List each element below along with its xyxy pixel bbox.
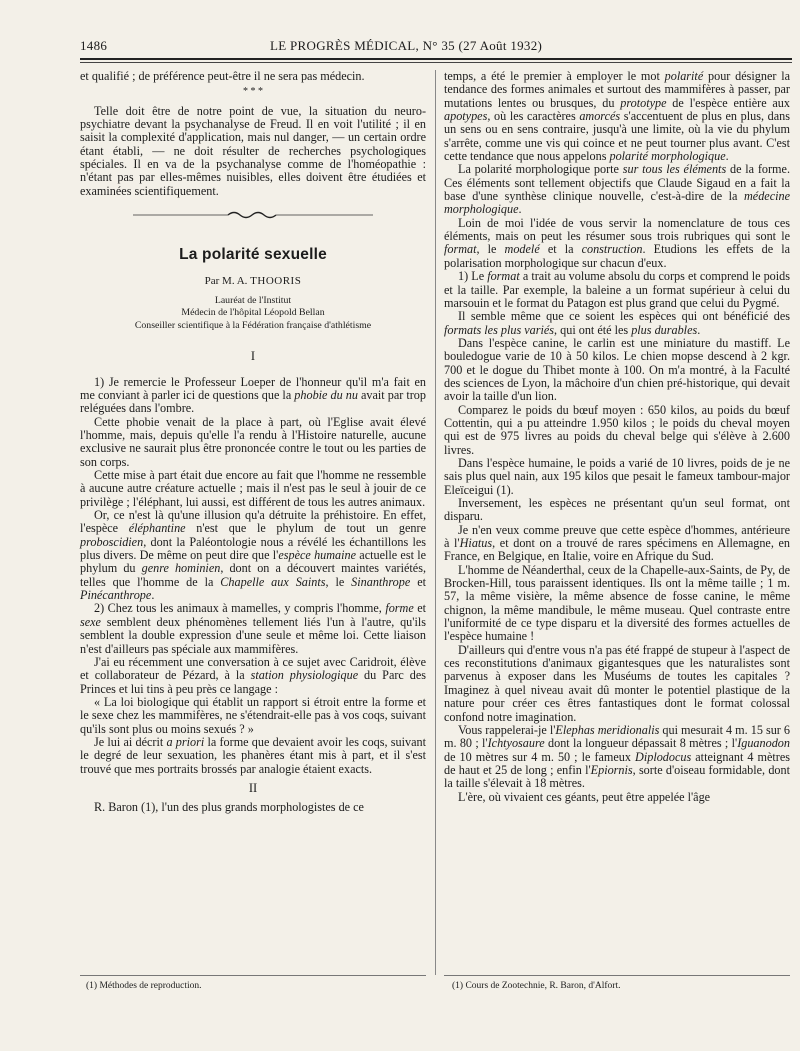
- byline: [80, 275, 426, 288]
- paragraph: L'homme de Néanderthal, ceux de la Chapelle-aux-Saints, de Py, de Brocken-Hill, tous paraissent identiques. Ils ont la même taille ; 1 m. 57, la même visière, la même absence de fosse canine, le même chignon, la même mandibule, le même museau. Quel contraste entre l'uniformité de ce type disparu et la diversité des formes actuelles de l'espèce humaine !: [444, 562, 790, 644]
- paragraph: Cette phobie venait de la place à part, où l'Eglise avait élevé l'homme, mais, depuis qu'elle l'a rendu à l'Histoire naturelle, aucune exclusive ne saurait plus être prononcée contre le tout ou les parties de son corps.: [80, 414, 426, 469]
- page-header: [80, 38, 792, 60]
- footnote-rule: [80, 975, 426, 976]
- paragraph: J'ai eu récemment une conversation à ce sujet avec Caridroit, élève et collaborateur de Pézard, à la station physiologique du Parc des Princes et lui tins à peu près ce langage :: [80, 654, 427, 696]
- column-divider: [435, 70, 436, 975]
- ornament-divider: [133, 210, 373, 220]
- paragraph: Comparez le poids du bœuf moyen : 650 kilos, au poids du bœuf Cottentin, qui a pu atteindre 1.950 kilos ; le poids du cheval moyen qui est de 975 livres au poids du cheval belge qui s'élève à 2.600 livres.: [444, 402, 790, 457]
- paragraph: temps, a été le premier à employer le mot polarité pour désigner la tendance des formes animales et surtout des mammifères à passer, par mutations lentes ou brusques, du prototype de l'espèce entière aux apotypes, où les caractères amorcés s'accentuent de plus en plus, dans un sens ou en sens contraire, jusqu'à une limite, où la vie du phylum s'arrête, comme une vis qui coince et ne peut tourner plus avant. C'est cette tendance que nous appelons polarité morphologique.: [444, 69, 790, 164]
- paragraph: Je lui ai décrit a priori la forme que devaient avoir les coqs, suivant le degré de leur sexuation, les phanères étant mis à part, et il s'est trouvé que mes portraits brossés par analogie étaient exacts.: [80, 734, 426, 776]
- paragraph: Loin de moi l'idée de vous servir la nomenclature de tous ces éléments, mais on peut les résumer sous trois rubriques qui sont le format, le modelé et la construction. Etudions les effets de la polarisation morphologique sur chacun d'eux.: [444, 215, 790, 270]
- footnote-rule: [444, 975, 790, 976]
- author-affiliation: Médecin de l'hôpital Léopold Bellan: [181, 307, 325, 319]
- paragraph: 1) Le format a trait au volume absolu du corps et comprend le poids et la taille. Par exemple, la baleine a un format supérieur à celui du marsouin et le format du Patagon est plus grand que celui du Pygmé.: [444, 269, 790, 310]
- paragraph: Vous rappelerai-je l'Elephas meridionalis qui mesurait 4 m. 15 sur 6 m. 80 ; l'Ichtyosaure dont la longueur dépassait 8 mètres ; l'Iguanodon de 10 mètres sur 4 m. 50 ; le fameux Diplodocus atteignant 4 mètres de haut et 25 de long ; enfin l'Epiornis, sorte d'oiseau formidable, dont la taille s'élevait à 18 mètres.: [444, 722, 791, 791]
- paragraph: La polarité morphologique porte sur tous les éléments de la forme. Ces éléments sont tellement objectifs que Claude Sigaud en a fait la base d'une synthèse clinique nouvelle, c'est-à-dire de la médecine morphologique.: [444, 162, 790, 217]
- paragraph: Or, ce n'est là qu'une illusion qu'a détruite la préhistoire. En effet, l'espèce éléphantine n'est que le phylum de tout un genre proboscidien, dont la Paléontologie nous a révélé les échantillons les plus divers. De même on peut dire que l'espèce humaine actuelle est le phylum du genre hominien, dont on a découvert maintes variétés, telles que l'homme de la Chapelle aux Saints, le Sinanthrope et Pinécanthrope.: [80, 508, 426, 603]
- paragraph: et qualifié ; de préférence peut-être il ne sera pas médecin.: [80, 69, 365, 83]
- header-rule-thin: [80, 62, 792, 63]
- author-name: THOORIS: [250, 275, 302, 288]
- running-title: LE PROGRÈS MÉDICAL, N° 35 (27 Août 1932): [270, 38, 543, 53]
- paragraph: L'ère, où vivaient ces géants, peut être appelée l'âge: [458, 789, 711, 804]
- article-title: La polarité sexuelle: [179, 246, 327, 264]
- paragraph: 1) Je remercie le Professeur Loeper de l'honneur qu'il m'a fait en me conviant à parler ici de questions que la phobie du nu avait par trop reléguées dans l'ombre.: [80, 374, 426, 416]
- paragraph: Telle doit être de notre point de vue, la situation du neuro-psychiatre devant la psychanalyse de Freud. Il en voit l'utilité ; il en saisit la complexité d'application, mais nul danger, — un certain ordre étant établi, — ne doit résulter de recherches psychologiques spéciales. Il en va de la psychanalyse comme de l'homéopathie : n'étant pas par elles-mêmes nuisibles, elles doivent être étudiées et examinées scientifiquement.: [80, 103, 426, 198]
- author-affiliation: Lauréat de l'Institut: [214, 294, 292, 306]
- paragraph: Inversement, les espèces ne présentant qu'un seul format, ont disparu.: [444, 496, 790, 524]
- paragraph: « La loi biologique qui établit un rapport si étroit entre la forme et le sexe chez les mammifères, ne s'étendrait-elle pas à vos coqs, suivant qu'ils sont plus ou moins sexués ? »: [80, 694, 426, 736]
- footnote: (1) Méthodes de reproduction.: [86, 981, 202, 991]
- section-number: II: [248, 780, 258, 795]
- paragraph: Je n'en veux comme preuve que cette espèce d'hommes, antérieure à l'Hiatus, et dont on a trouvé de rares spécimens en Allemagne, en France, en Belgique, en Italie, voire en Afrique du Sud.: [444, 522, 790, 564]
- left-column: [80, 70, 426, 815]
- paragraph: Il semble même que ce soient les espèces qui ont bénéficié des formats les plus variés, qui ont été les plus durables.: [444, 309, 790, 337]
- paragraph: Cette mise à part était due encore au fait que l'homme ne ressemble à aucune autre créature actuelle ; mais il n'est pas le seul à jouir de ce privilège ; l'éléphant, lui aussi, est différent de tous les autres animaux.: [80, 468, 426, 509]
- paragraph: R. Baron (1), l'un des plus grands morphologistes de ce: [94, 800, 364, 815]
- page-number: 1486: [80, 38, 108, 53]
- byline-prefix: Par M. A.: [204, 275, 248, 288]
- section-number: I: [250, 349, 256, 364]
- author-affiliation: Conseiller scientifique à la Fédération française d'athlétisme: [134, 319, 372, 331]
- paragraph: Dans l'espèce canine, le carlin est une miniature du mastiff. Le bouledogue varie de 10 à 50 kilos. Le chien mopse descend à 2 kgr. 700 et le dogue du Thibet monte à 100. On m'a montré, à la Faculté des sciences de Lyon, la mâchoire d'un chien pré-historique, qui devait avoir la taille d'un lion.: [444, 335, 790, 404]
- section-stars: * * *: [243, 86, 263, 98]
- paragraph: D'ailleurs qui d'entre vous n'a pas été frappé de stupeur à l'aspect de ces reconstitutions d'animaux gigantesques que les naturalistes sont parvenus à exposer dans les Muséums de toutes les capitales ? Imaginez à quel niveau avait dû monter le potentiel plastique de la nature pour créer ces êtres fantastiques dont le format colossal confond notre imagination.: [444, 642, 790, 724]
- paragraph: 2) Chez tous les animaux à mamelles, y compris l'homme, forme et sexe semblent deux phénomènes tellement liés l'un à l'autre, qu'ils semblent la double expression d'une seule et même loi. Cette liaison n'est d'ailleurs pas spéciale aux mammifères.: [80, 601, 427, 656]
- right-column: [444, 70, 790, 804]
- footnote: (1) Cours de Zootechnie, R. Baron, d'Alfort.: [452, 981, 621, 991]
- header-rule: [80, 58, 792, 60]
- paragraph: Dans l'espèce humaine, le poids a varié de 10 livres, poids de je ne sais plus quel nain, aux 195 kilos que pesait le fameux tambour-major Eleïceigui (1).: [444, 455, 790, 497]
